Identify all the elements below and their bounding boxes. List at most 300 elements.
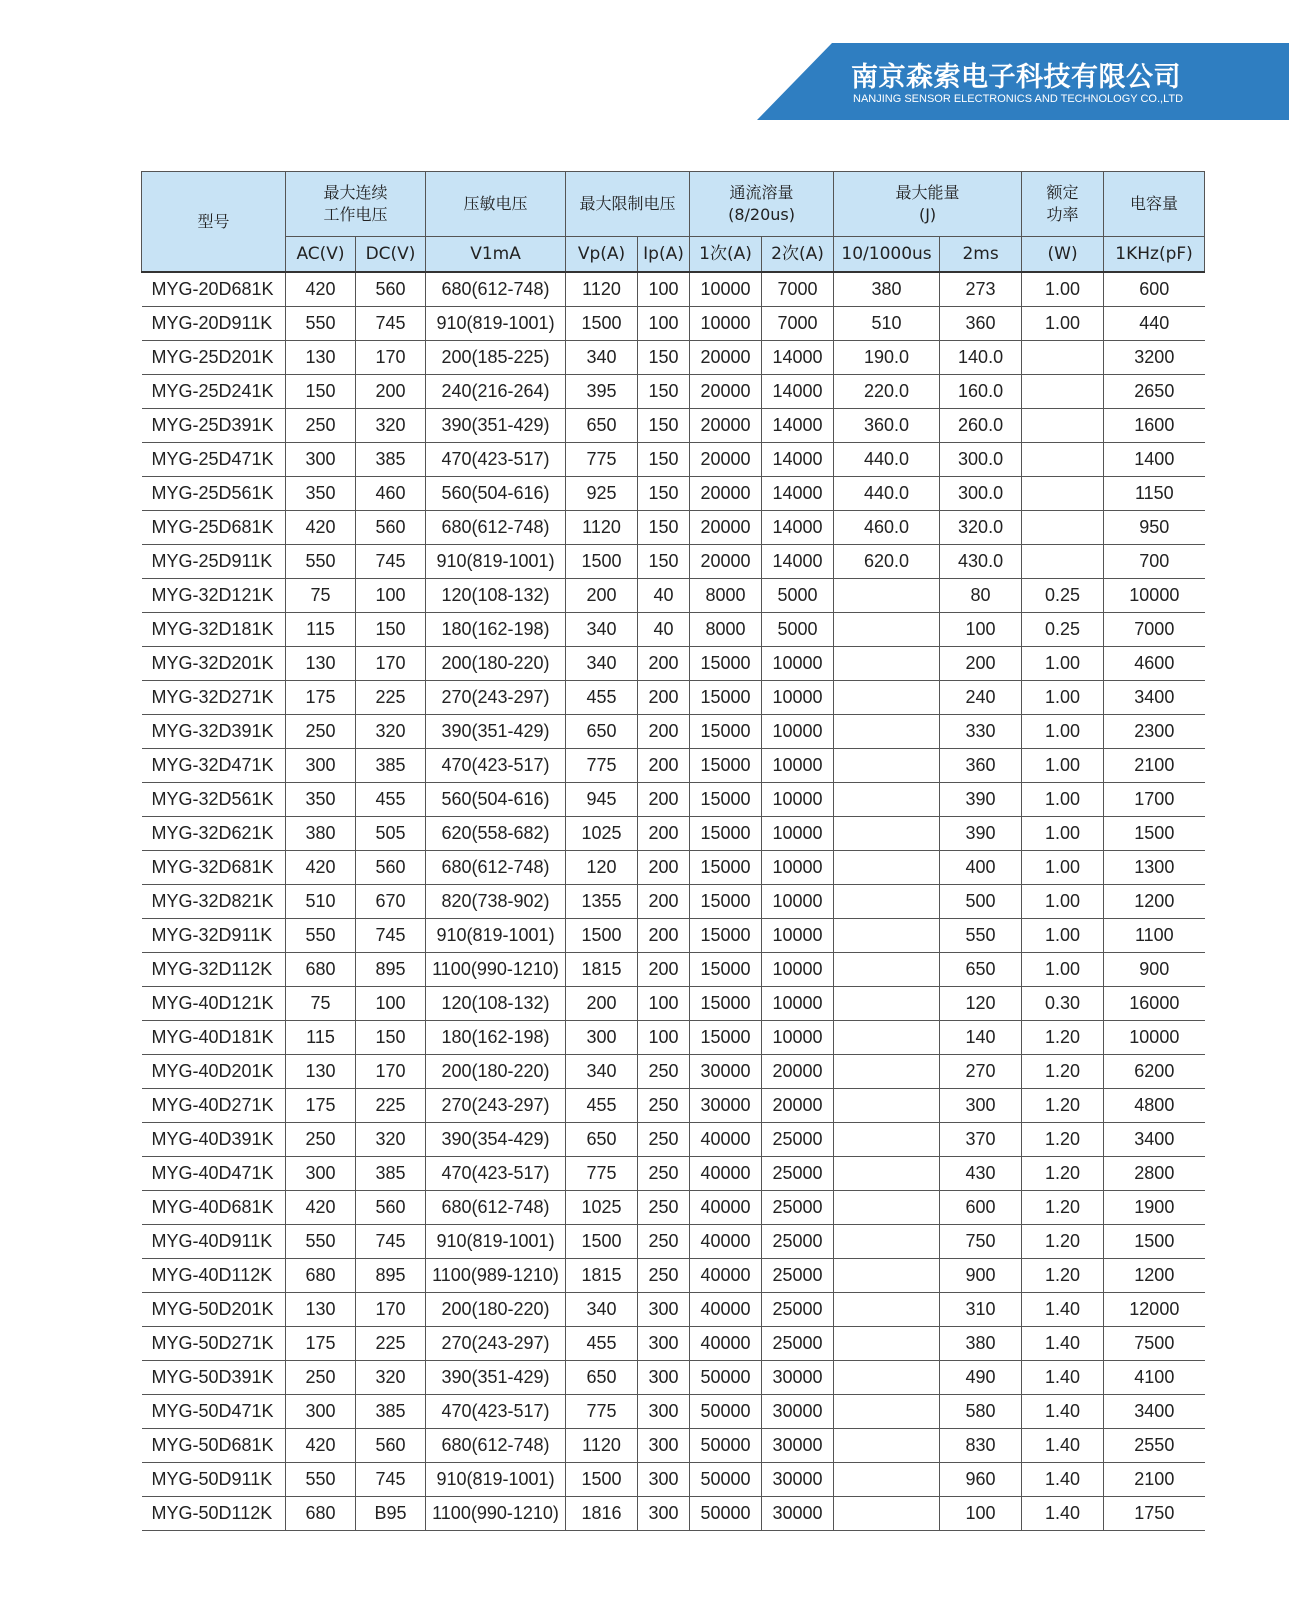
cell-capacitance: 1500: [1104, 817, 1205, 851]
cell-energy-2ms: 650: [940, 953, 1022, 987]
cell-ac-voltage: 510: [286, 885, 356, 919]
cell-ac-voltage: 75: [286, 579, 356, 613]
cell-energy-10-1000us: 510: [834, 307, 940, 341]
company-banner: [757, 43, 1289, 120]
cell-surge-2x: 25000: [762, 1259, 834, 1293]
cell-ac-voltage: 680: [286, 1497, 356, 1531]
cell-capacitance: 950: [1104, 511, 1205, 545]
cell-capacitance: 4100: [1104, 1361, 1205, 1395]
cell-model: MYG-25D391K: [142, 409, 286, 443]
cell-energy-2ms: 430: [940, 1157, 1022, 1191]
cell-energy-2ms: 320.0: [940, 511, 1022, 545]
cell-ac-voltage: 175: [286, 1327, 356, 1361]
cell-capacitance: 1600: [1104, 409, 1205, 443]
cell-energy-10-1000us: 620.0: [834, 545, 940, 579]
table-row: [142, 749, 1205, 783]
cell-dc-voltage: 225: [356, 1327, 426, 1361]
cell-clamp-voltage: 455: [566, 1089, 638, 1123]
cell-model: MYG-20D681K: [142, 272, 286, 307]
cell-peak-current: 300: [638, 1361, 690, 1395]
cell-capacitance: 600: [1104, 272, 1205, 307]
cell-capacitance: 3400: [1104, 1395, 1205, 1429]
cell-surge-2x: 10000: [762, 783, 834, 817]
cell-ac-voltage: 550: [286, 307, 356, 341]
cell-capacitance: 7000: [1104, 613, 1205, 647]
subheader-surge-2x: 2次(A): [762, 237, 834, 273]
cell-model: MYG-40D121K: [142, 987, 286, 1021]
subheader-surge-1x: 1次(A): [690, 237, 762, 273]
cell-varistor-voltage: 560(504-616): [426, 783, 566, 817]
cell-energy-10-1000us: [834, 919, 940, 953]
header-max-continuous-voltage: 最大连续 工作电压: [286, 172, 426, 237]
cell-dc-voltage: 745: [356, 919, 426, 953]
cell-dc-voltage: 385: [356, 1157, 426, 1191]
cell-clamp-voltage: 1355: [566, 885, 638, 919]
subheader-energy-2ms: 2ms: [940, 237, 1022, 273]
cell-energy-10-1000us: [834, 1089, 940, 1123]
cell-clamp-voltage: 1500: [566, 1225, 638, 1259]
cell-surge-1x: 50000: [690, 1395, 762, 1429]
cell-model: MYG-40D471K: [142, 1157, 286, 1191]
table-row: [142, 1021, 1205, 1055]
cell-model: MYG-50D681K: [142, 1429, 286, 1463]
varistor-spec-table: [141, 171, 1205, 1531]
cell-varistor-voltage: 180(162-198): [426, 1021, 566, 1055]
cell-peak-current: 200: [638, 647, 690, 681]
header-max-energy: 最大能量 (J): [834, 172, 1022, 237]
cell-peak-current: 150: [638, 409, 690, 443]
cell-model: MYG-20D911K: [142, 307, 286, 341]
cell-clamp-voltage: 340: [566, 613, 638, 647]
cell-surge-1x: 15000: [690, 919, 762, 953]
cell-energy-10-1000us: [834, 1497, 940, 1531]
cell-energy-2ms: 240: [940, 681, 1022, 715]
subheader-vp: Vp(A): [566, 237, 638, 273]
cell-energy-10-1000us: [834, 1463, 940, 1497]
subheader-energy-10-1000us: 10/1000us: [834, 237, 940, 273]
cell-clamp-voltage: 1500: [566, 307, 638, 341]
cell-ac-voltage: 250: [286, 409, 356, 443]
table-row: [142, 1429, 1205, 1463]
subheader-v1ma: V1mA: [426, 237, 566, 273]
cell-rated-power: 1.00: [1022, 681, 1104, 715]
cell-capacitance: 4800: [1104, 1089, 1205, 1123]
cell-model: MYG-40D681K: [142, 1191, 286, 1225]
cell-energy-2ms: 273: [940, 272, 1022, 307]
cell-varistor-voltage: 1100(989-1210): [426, 1259, 566, 1293]
cell-varistor-voltage: 560(504-616): [426, 477, 566, 511]
cell-model: MYG-32D271K: [142, 681, 286, 715]
header-clamping-voltage: 最大限制电压: [566, 172, 690, 237]
cell-model: MYG-32D821K: [142, 885, 286, 919]
cell-surge-2x: 10000: [762, 987, 834, 1021]
cell-capacitance: 900: [1104, 953, 1205, 987]
cell-rated-power: 0.30: [1022, 987, 1104, 1021]
cell-energy-2ms: 270: [940, 1055, 1022, 1089]
table-row: [142, 375, 1205, 409]
cell-capacitance: 2100: [1104, 1463, 1205, 1497]
cell-peak-current: 250: [638, 1055, 690, 1089]
cell-varistor-voltage: 200(180-220): [426, 1293, 566, 1327]
cell-surge-2x: 30000: [762, 1429, 834, 1463]
cell-dc-voltage: 385: [356, 443, 426, 477]
cell-peak-current: 250: [638, 1089, 690, 1123]
table-row: [142, 1293, 1205, 1327]
cell-capacitance: 440: [1104, 307, 1205, 341]
cell-energy-10-1000us: [834, 1259, 940, 1293]
cell-varistor-voltage: 470(423-517): [426, 1395, 566, 1429]
cell-ac-voltage: 380: [286, 817, 356, 851]
table-row: [142, 1259, 1205, 1293]
table-row: [142, 817, 1205, 851]
cell-surge-1x: 15000: [690, 817, 762, 851]
table-row: [142, 1463, 1205, 1497]
cell-dc-voltage: 670: [356, 885, 426, 919]
cell-peak-current: 300: [638, 1497, 690, 1531]
cell-varistor-voltage: 620(558-682): [426, 817, 566, 851]
cell-ac-voltage: 300: [286, 749, 356, 783]
cell-ac-voltage: 115: [286, 613, 356, 647]
cell-model: MYG-25D561K: [142, 477, 286, 511]
cell-energy-2ms: 300: [940, 1089, 1022, 1123]
cell-peak-current: 250: [638, 1157, 690, 1191]
cell-surge-1x: 50000: [690, 1497, 762, 1531]
cell-peak-current: 150: [638, 341, 690, 375]
cell-model: MYG-50D391K: [142, 1361, 286, 1395]
cell-energy-2ms: 400: [940, 851, 1022, 885]
cell-surge-1x: 15000: [690, 851, 762, 885]
cell-varistor-voltage: 390(351-429): [426, 409, 566, 443]
cell-varistor-voltage: 200(180-220): [426, 647, 566, 681]
cell-energy-2ms: 310: [940, 1293, 1022, 1327]
cell-peak-current: 200: [638, 749, 690, 783]
cell-rated-power: 1.40: [1022, 1293, 1104, 1327]
table-row: [142, 1327, 1205, 1361]
cell-dc-voltage: 385: [356, 749, 426, 783]
cell-clamp-voltage: 1120: [566, 1429, 638, 1463]
cell-rated-power: [1022, 511, 1104, 545]
cell-energy-2ms: 380: [940, 1327, 1022, 1361]
cell-capacitance: 10000: [1104, 579, 1205, 613]
cell-varistor-voltage: 120(108-132): [426, 579, 566, 613]
header-capacitance: 电容量: [1104, 172, 1205, 237]
cell-rated-power: 1.40: [1022, 1395, 1104, 1429]
cell-varistor-voltage: 200(180-220): [426, 1055, 566, 1089]
cell-model: MYG-25D471K: [142, 443, 286, 477]
cell-varistor-voltage: 1100(990-1210): [426, 1497, 566, 1531]
cell-rated-power: 1.20: [1022, 1055, 1104, 1089]
cell-surge-2x: 10000: [762, 885, 834, 919]
table-row: [142, 647, 1205, 681]
cell-rated-power: 1.00: [1022, 817, 1104, 851]
cell-energy-2ms: 360: [940, 307, 1022, 341]
cell-surge-2x: 14000: [762, 375, 834, 409]
table-row: [142, 443, 1205, 477]
cell-model: MYG-32D181K: [142, 613, 286, 647]
header-surge-current: 通流溶量 (8/20us): [690, 172, 834, 237]
cell-varistor-voltage: 270(243-297): [426, 1327, 566, 1361]
cell-model: MYG-32D121K: [142, 579, 286, 613]
table-row: [142, 1191, 1205, 1225]
cell-clamp-voltage: 120: [566, 851, 638, 885]
cell-rated-power: 1.20: [1022, 1191, 1104, 1225]
cell-surge-1x: 20000: [690, 511, 762, 545]
cell-surge-1x: 40000: [690, 1259, 762, 1293]
cell-ac-voltage: 420: [286, 1429, 356, 1463]
cell-energy-2ms: 750: [940, 1225, 1022, 1259]
cell-dc-voltage: 320: [356, 715, 426, 749]
spec-table-body: [142, 272, 1205, 1531]
cell-surge-1x: 30000: [690, 1055, 762, 1089]
cell-dc-voltage: 100: [356, 579, 426, 613]
cell-capacitance: 1700: [1104, 783, 1205, 817]
cell-varistor-voltage: 470(423-517): [426, 749, 566, 783]
cell-capacitance: 1500: [1104, 1225, 1205, 1259]
cell-model: MYG-40D271K: [142, 1089, 286, 1123]
cell-energy-2ms: 390: [940, 783, 1022, 817]
cell-energy-10-1000us: 440.0: [834, 477, 940, 511]
cell-clamp-voltage: 340: [566, 341, 638, 375]
cell-rated-power: 1.40: [1022, 1497, 1104, 1531]
cell-peak-current: 300: [638, 1327, 690, 1361]
cell-rated-power: 1.20: [1022, 1021, 1104, 1055]
cell-energy-10-1000us: 190.0: [834, 341, 940, 375]
cell-ac-voltage: 550: [286, 1463, 356, 1497]
table-row: [142, 1157, 1205, 1191]
cell-ac-voltage: 250: [286, 715, 356, 749]
cell-energy-10-1000us: [834, 1191, 940, 1225]
cell-peak-current: 200: [638, 851, 690, 885]
cell-surge-2x: 20000: [762, 1089, 834, 1123]
cell-rated-power: 1.00: [1022, 919, 1104, 953]
cell-energy-2ms: 300.0: [940, 477, 1022, 511]
cell-peak-current: 100: [638, 272, 690, 307]
cell-energy-2ms: 580: [940, 1395, 1022, 1429]
cell-varistor-voltage: 120(108-132): [426, 987, 566, 1021]
cell-dc-voltage: 560: [356, 1191, 426, 1225]
cell-clamp-voltage: 340: [566, 647, 638, 681]
cell-surge-2x: 25000: [762, 1191, 834, 1225]
cell-surge-2x: 10000: [762, 1021, 834, 1055]
cell-energy-10-1000us: 440.0: [834, 443, 940, 477]
cell-capacitance: 1900: [1104, 1191, 1205, 1225]
cell-surge-2x: 10000: [762, 817, 834, 851]
cell-clamp-voltage: 1500: [566, 919, 638, 953]
cell-dc-voltage: 385: [356, 1395, 426, 1429]
table-row: [142, 272, 1205, 307]
cell-rated-power: 1.00: [1022, 783, 1104, 817]
cell-energy-10-1000us: [834, 715, 940, 749]
cell-rated-power: 1.40: [1022, 1361, 1104, 1395]
cell-ac-voltage: 300: [286, 1395, 356, 1429]
cell-surge-1x: 50000: [690, 1429, 762, 1463]
cell-model: MYG-50D911K: [142, 1463, 286, 1497]
cell-varistor-voltage: 680(612-748): [426, 1191, 566, 1225]
cell-varistor-voltage: 910(819-1001): [426, 919, 566, 953]
cell-dc-voltage: 225: [356, 1089, 426, 1123]
cell-varistor-voltage: 390(351-429): [426, 1361, 566, 1395]
cell-rated-power: 1.20: [1022, 1259, 1104, 1293]
cell-dc-voltage: 150: [356, 1021, 426, 1055]
cell-clamp-voltage: 340: [566, 1293, 638, 1327]
cell-surge-2x: 5000: [762, 613, 834, 647]
cell-capacitance: 1100: [1104, 919, 1205, 953]
cell-dc-voltage: 150: [356, 613, 426, 647]
cell-surge-1x: 15000: [690, 1021, 762, 1055]
cell-capacitance: 10000: [1104, 1021, 1205, 1055]
cell-surge-1x: 40000: [690, 1327, 762, 1361]
cell-capacitance: 2650: [1104, 375, 1205, 409]
cell-surge-1x: 20000: [690, 545, 762, 579]
cell-surge-2x: 30000: [762, 1463, 834, 1497]
cell-energy-10-1000us: [834, 953, 940, 987]
cell-surge-1x: 8000: [690, 613, 762, 647]
cell-surge-2x: 25000: [762, 1157, 834, 1191]
cell-model: MYG-32D911K: [142, 919, 286, 953]
cell-energy-2ms: 100: [940, 1497, 1022, 1531]
cell-surge-1x: 15000: [690, 885, 762, 919]
cell-clamp-voltage: 1025: [566, 817, 638, 851]
cell-clamp-voltage: 650: [566, 409, 638, 443]
cell-ac-voltage: 420: [286, 851, 356, 885]
cell-surge-1x: 20000: [690, 375, 762, 409]
cell-dc-voltage: 460: [356, 477, 426, 511]
cell-dc-voltage: 895: [356, 953, 426, 987]
table-row: [142, 579, 1205, 613]
cell-capacitance: 1750: [1104, 1497, 1205, 1531]
cell-energy-10-1000us: [834, 1293, 940, 1327]
cell-clamp-voltage: 1025: [566, 1191, 638, 1225]
cell-ac-voltage: 130: [286, 341, 356, 375]
cell-energy-10-1000us: [834, 1055, 940, 1089]
cell-rated-power: 1.00: [1022, 647, 1104, 681]
cell-energy-10-1000us: [834, 1021, 940, 1055]
cell-surge-2x: 14000: [762, 545, 834, 579]
cell-ac-voltage: 350: [286, 783, 356, 817]
cell-energy-10-1000us: [834, 579, 940, 613]
cell-capacitance: 1200: [1104, 1259, 1205, 1293]
cell-clamp-voltage: 200: [566, 579, 638, 613]
table-row: [142, 987, 1205, 1021]
cell-rated-power: [1022, 409, 1104, 443]
cell-peak-current: 150: [638, 375, 690, 409]
cell-energy-10-1000us: [834, 1429, 940, 1463]
cell-clamp-voltage: 650: [566, 1123, 638, 1157]
cell-ac-voltage: 420: [286, 272, 356, 307]
cell-surge-2x: 25000: [762, 1293, 834, 1327]
cell-peak-current: 300: [638, 1463, 690, 1497]
cell-capacitance: 1200: [1104, 885, 1205, 919]
cell-peak-current: 200: [638, 817, 690, 851]
cell-model: MYG-40D201K: [142, 1055, 286, 1089]
cell-varistor-voltage: 680(612-748): [426, 511, 566, 545]
cell-peak-current: 100: [638, 987, 690, 1021]
cell-rated-power: 1.00: [1022, 885, 1104, 919]
company-name-cn: 南京森索电子科技有限公司: [851, 62, 1181, 93]
cell-surge-2x: 14000: [762, 511, 834, 545]
cell-ac-voltage: 250: [286, 1123, 356, 1157]
cell-surge-1x: 8000: [690, 579, 762, 613]
cell-surge-2x: 30000: [762, 1361, 834, 1395]
cell-model: MYG-25D911K: [142, 545, 286, 579]
cell-peak-current: 200: [638, 783, 690, 817]
cell-model: MYG-40D181K: [142, 1021, 286, 1055]
cell-surge-2x: 30000: [762, 1395, 834, 1429]
cell-rated-power: 1.00: [1022, 953, 1104, 987]
cell-clamp-voltage: 455: [566, 681, 638, 715]
cell-peak-current: 250: [638, 1191, 690, 1225]
cell-peak-current: 150: [638, 545, 690, 579]
cell-model: MYG-40D112K: [142, 1259, 286, 1293]
cell-clamp-voltage: 775: [566, 1157, 638, 1191]
cell-energy-2ms: 260.0: [940, 409, 1022, 443]
cell-ac-voltage: 550: [286, 545, 356, 579]
cell-rated-power: 1.00: [1022, 715, 1104, 749]
cell-model: MYG-32D621K: [142, 817, 286, 851]
cell-model: MYG-25D681K: [142, 511, 286, 545]
cell-clamp-voltage: 1120: [566, 272, 638, 307]
table-row: [142, 545, 1205, 579]
cell-energy-10-1000us: [834, 613, 940, 647]
cell-varistor-voltage: 680(612-748): [426, 272, 566, 307]
cell-energy-10-1000us: [834, 647, 940, 681]
cell-peak-current: 150: [638, 443, 690, 477]
cell-dc-voltage: 455: [356, 783, 426, 817]
cell-dc-voltage: 745: [356, 1463, 426, 1497]
cell-surge-1x: 20000: [690, 409, 762, 443]
cell-capacitance: 4600: [1104, 647, 1205, 681]
table-row: [142, 851, 1205, 885]
cell-clamp-voltage: 1815: [566, 1259, 638, 1293]
cell-surge-1x: 40000: [690, 1123, 762, 1157]
cell-capacitance: 2300: [1104, 715, 1205, 749]
cell-energy-2ms: 120: [940, 987, 1022, 1021]
cell-rated-power: 1.00: [1022, 749, 1104, 783]
table-row: [142, 885, 1205, 919]
cell-model: MYG-50D201K: [142, 1293, 286, 1327]
cell-ac-voltage: 680: [286, 953, 356, 987]
cell-ac-voltage: 130: [286, 1293, 356, 1327]
cell-capacitance: 2550: [1104, 1429, 1205, 1463]
cell-model: MYG-32D681K: [142, 851, 286, 885]
cell-dc-voltage: 170: [356, 1293, 426, 1327]
cell-capacitance: 2800: [1104, 1157, 1205, 1191]
table-row: [142, 613, 1205, 647]
cell-varistor-voltage: 390(351-429): [426, 715, 566, 749]
cell-peak-current: 200: [638, 681, 690, 715]
header-rated-power: 额定 功率: [1022, 172, 1104, 237]
cell-energy-10-1000us: 360.0: [834, 409, 940, 443]
cell-clamp-voltage: 1500: [566, 545, 638, 579]
cell-dc-voltage: 170: [356, 1055, 426, 1089]
cell-dc-voltage: 745: [356, 307, 426, 341]
cell-ac-voltage: 550: [286, 1225, 356, 1259]
cell-energy-10-1000us: [834, 885, 940, 919]
table-row: [142, 511, 1205, 545]
cell-model: MYG-32D112K: [142, 953, 286, 987]
cell-rated-power: [1022, 545, 1104, 579]
cell-peak-current: 100: [638, 1021, 690, 1055]
cell-surge-2x: 14000: [762, 409, 834, 443]
cell-dc-voltage: 505: [356, 817, 426, 851]
cell-clamp-voltage: 775: [566, 1395, 638, 1429]
cell-rated-power: 1.20: [1022, 1089, 1104, 1123]
cell-clamp-voltage: 945: [566, 783, 638, 817]
cell-dc-voltage: 100: [356, 987, 426, 1021]
cell-surge-1x: 50000: [690, 1361, 762, 1395]
company-name-en: NANJING SENSOR ELECTRONICS AND TECHNOLOGY CO.,LTD: [853, 93, 1184, 105]
cell-capacitance: 2100: [1104, 749, 1205, 783]
